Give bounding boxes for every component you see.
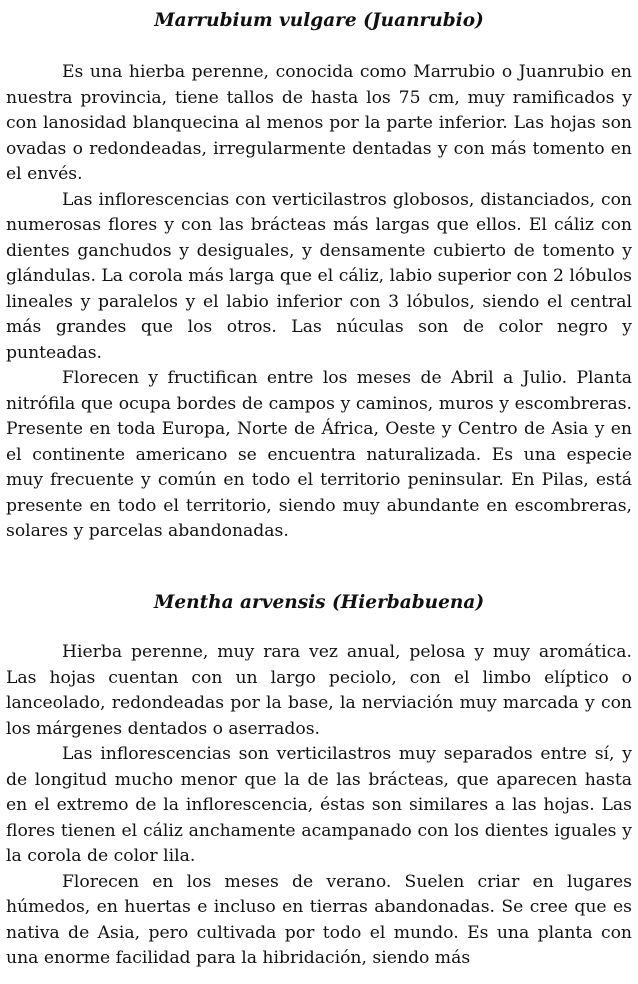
section-title-mentha: Mentha arvensis (Hierbabuena) xyxy=(153,592,485,613)
paragraph: Hierba perenne, muy rara vez anual, pelosa y muy aromática. Las hojas cuentan con un largo peciolo, con el limbo elíptico o lanceolado, redondeadas por la base, la nerviación muy marcada y con los márgenes dentados o aserrados. xyxy=(6,642,632,739)
paragraph: Florecen en los meses de verano. Suelen criar en lugares húmedos, en huertas e incluso en tierras abandonadas. Se cree que es nativa de Asia, pero cultivada por todo el mundo. Es una planta con una enorme facilidad para la hibridación, siendo más xyxy=(6,871,632,968)
paragraph: Las inflorescencias son verticilastros muy separados entre sí, y de longitud mucho menor que la de las brácteas, que aparecen hasta en el extremo de la inflorescencia, éstas son similares a las hojas. Las flores tienen el cáliz anchamente acampanado con los dientes iguales y la corola de color lila. xyxy=(6,744,632,866)
section-body-marrubium xyxy=(6,60,632,545)
section-title-marrubium: Marrubium vulgare (Juanrubio) xyxy=(154,10,484,31)
paragraph: Florecen y fructifican entre los meses de Abril a Julio. Planta nitrófila que ocupa bordes de campos y caminos, muros y escombreras. Presente en toda Europa, Norte de África, Oeste y Centro de Asia y en el continente americano se encuentra naturalizada. Es una especie muy frecuente y común en todo el territorio peninsular. En Pilas, está presente en todo el territorio, siendo muy abundante en escombreras, solares y parcelas abandonadas. xyxy=(6,368,632,541)
paragraph: Las inflorescencias con verticilastros globosos, distanciados, con numerosas flores y con las brácteas más largas que ellos. El cáliz con dientes ganchudos y desiguales, y densamente cubierto de tomento y glándulas. La corola más larga que el cáliz, labio superior con 2 lóbulos lineales y paralelos y el labio inferior con 3 lóbulos, siendo el central más grandes que los otros. Las núculas son de color negro y punteadas. xyxy=(6,189,632,363)
paragraph: Es una hierba perenne, conocida como Marrubio o Juanrubio en nuestra provincia, tiene tallos de hasta los 75 cm, muy ramificados y con lanosidad blanquecina al menos por la parte inferior. Las hojas son ovadas o redondeadas, irregularmente dentadas y con más tomento en el envés. xyxy=(6,62,632,184)
section-body-mentha xyxy=(6,640,632,972)
